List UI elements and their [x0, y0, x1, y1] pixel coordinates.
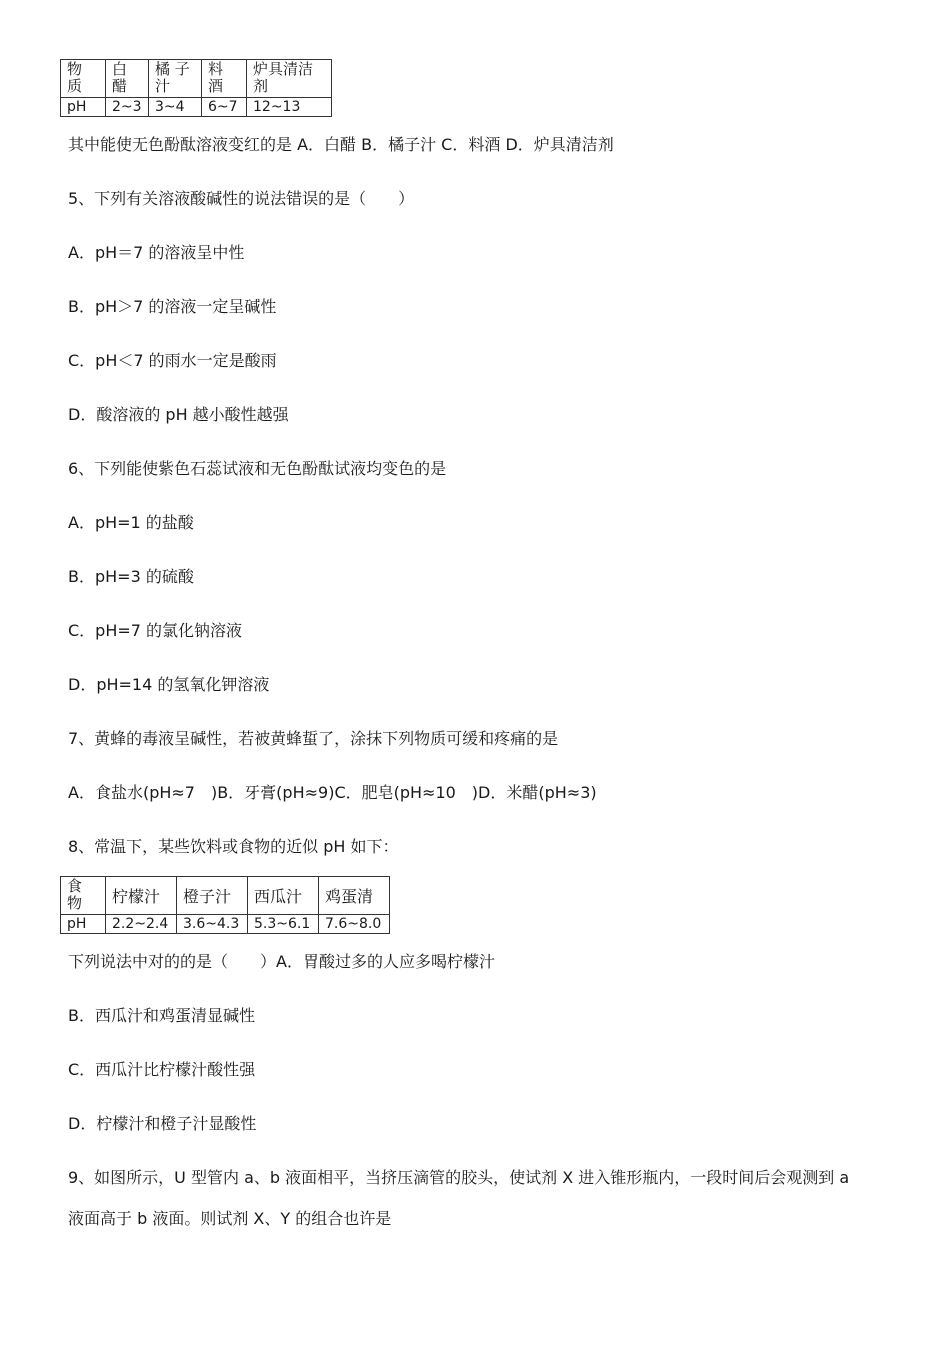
table-header-cell: 鸡蛋清 [319, 877, 390, 915]
question-6-option-b: B．pH=3 的硫酸 [68, 567, 194, 586]
table-header-cell: 物 质 [61, 60, 106, 98]
food-ph-table [60, 876, 390, 934]
table-cell: 3.6~4.3 [177, 915, 248, 934]
question-8-option-a: 下列说法中对的的是（ ）A．胃酸过多的人应多喝柠檬汁 [68, 952, 495, 971]
question-8-option-c: C．西瓜汁比柠檬汁酸性强 [68, 1060, 256, 1079]
question-6-option-c: C．pH=7 的氯化钠溶液 [68, 621, 243, 640]
question-6-stem: 6、下列能使紫色石蕊试液和无色酚酞试液均变色的是 [68, 459, 447, 478]
table-header-cell: 柠檬汁 [106, 877, 177, 915]
table-header-row [61, 877, 390, 915]
question-8-option-b: B．西瓜汁和鸡蛋清显碱性 [68, 1006, 255, 1025]
question-9-stem-line-2: 液面高于 b 液面。则试剂 X、Y 的组合也许是 [68, 1209, 392, 1228]
table-header-cell: 食 物 [61, 877, 106, 915]
table-cell: 5.3~6.1 [248, 915, 319, 934]
table-header-cell: 白 醋 [106, 60, 149, 98]
question-7-options: A．食盐水(pH≈7 )B．牙膏(pH≈9)C．肥皂(pH≈10 )D．米醋(pH≈3) [68, 783, 597, 802]
question-5-option-d: D．酸溶液的 pH 越小酸性越强 [68, 405, 289, 424]
table-cell: 6~7 [202, 98, 247, 117]
question-5-option-b: B．pH＞7 的溶液一定呈碱性 [68, 297, 277, 316]
table-cell: pH [61, 98, 106, 117]
question-5-stem: 5、下列有关溶液酸碱性的说法错误的是（ ） [68, 189, 415, 208]
table-row [61, 915, 390, 934]
table-cell: 12~13 [247, 98, 332, 117]
table-cell: 7.6~8.0 [319, 915, 390, 934]
question-6-option-a: A．pH=1 的盐酸 [68, 513, 194, 532]
table-cell: 2~3 [106, 98, 149, 117]
table-cell: 3~4 [149, 98, 202, 117]
question-5-option-c: C．pH＜7 的雨水一定是酸雨 [68, 351, 277, 370]
question-5-option-a: A．pH＝7 的溶液呈中性 [68, 243, 245, 262]
table-row [61, 98, 332, 117]
question-4-options: 其中能使无色酚酞溶液变红的是 A．白醋 B．橘子汁 C．料酒 D．炉具清洁剂 [68, 135, 614, 154]
table-header-cell: 西瓜汁 [248, 877, 319, 915]
question-9-stem-line-1: 9、如图所示，U 型管内 a、b 液面相平，当挤压滴管的胶头，使试剂 X 进入锥形瓶内，一段时间后会观测到 a [68, 1168, 850, 1187]
table-header-row [61, 60, 332, 98]
question-7-stem: 7、黄蜂的毒液呈碱性，若被黄蜂蜇了，涂抹下列物质可缓和疼痛的是 [68, 729, 559, 748]
substance-ph-table [60, 59, 332, 117]
question-8-option-d: D．柠檬汁和橙子汁显酸性 [68, 1114, 257, 1133]
question-8-stem: 8、常温下，某些饮料或食物的近似 pH 如下： [68, 837, 399, 856]
table-header-cell: 橘 子 汁 [149, 60, 202, 98]
table-header-cell: 炉具清洁 剂 [247, 60, 332, 98]
table-cell: pH [61, 915, 106, 934]
table-header-cell: 料 酒 [202, 60, 247, 98]
question-6-option-d: D．pH=14 的氢氧化钾溶液 [68, 675, 270, 694]
table-header-cell: 橙子汁 [177, 877, 248, 915]
table-cell: 2.2~2.4 [106, 915, 177, 934]
